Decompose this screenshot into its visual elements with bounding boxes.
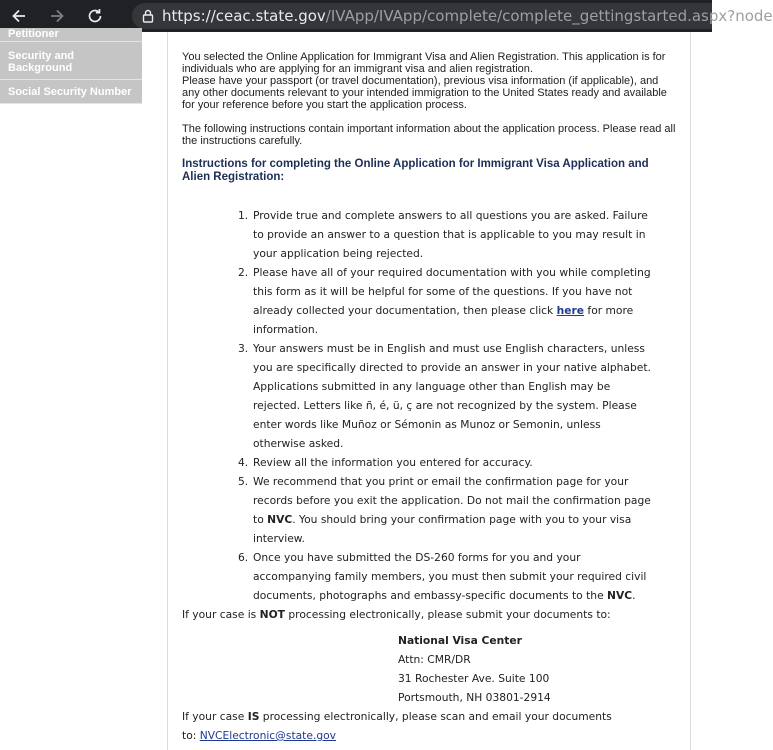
item-text: Please have all of your required documentation with you while completing this form as it will be helpful for some of the questions. If you have not already collected your documentation, then please click [253,266,651,317]
sidebar-item-label: Petitioner [8,28,59,40]
address-attn: Attn: CMR/DR [398,653,471,666]
documentation-link[interactable]: here [556,304,585,317]
instructions-note: The following instructions contain important information about the application process. Please read all the instructions carefully. [182,123,676,147]
sidebar-item-petitioner[interactable] [0,28,142,42]
item-text: Review all the information you entered for accuracy. [253,456,533,469]
nvc-bold: NVC [267,513,293,526]
main-content [167,32,691,750]
item-text: . [632,589,636,602]
item-text: We recommend that you print or email the confirmation page for your records before you exit the application. Do not mail the confirmation page to [253,475,651,526]
item-text: Your answers must be in English and must use English characters, unless you are specifically directed to provide an answer in your native alphabet. Applications submitted in any language other than English may be rejected. Letters like ñ, é, ü, ç are not recognized by the system. Please enter words like Muñoz or Sémonin as Munoz or Semonin, unless otherwise asked. [253,342,651,450]
intro-text-passport: Please have your passport (or travel documentation), previous visa information (if applicable), and any other documents relevant to your intended immigration to the United States ready and available for your reference before you start the application process. [182,75,667,111]
not-electronic-note: If your case is NOT processing electronically, please submit your documents to: [182,608,611,621]
list-item: 5. We recommend that you print or email the confirmation page for your records before you exit the application. Do not mail the confirmation page to NVC. You should bring your confirmation page with you to your visa interview. [238,475,651,545]
lock-icon [142,9,154,23]
item-text: Provide true and complete answers to all questions you are asked. Failure to provide an answer to a question that is applicable to you may result in your application being rejected. [253,209,648,260]
sidebar-item-social-security-number[interactable] [0,80,142,104]
sidebar [0,28,142,104]
list-item: 4. Review all the information you entered for accuracy. [238,456,533,469]
sidebar-item-security-background[interactable] [0,42,142,80]
electronic-note: If your case IS processing electronically, please scan and email your documents to: NVCElectronic@state.gov [182,710,612,742]
list-item: 2. Please have all of your required documentation with you while completing this form as it will be helpful for some of the questions. If you have not already collected your documentation, then please click here for more information. [238,266,651,336]
mailing-address [398,631,676,707]
address-city: Portsmouth, NH 03801-2914 [398,691,551,704]
list-item: 1. Provide true and complete answers to all questions you are asked. Failure to provide an answer to a question that is applicable to you may result in your application being rejected. [238,209,648,260]
sidebar-item-label: Social Security Number [8,86,132,98]
item-text: Once you have submitted the DS-260 forms for you and your accompanying family members, you must then submit your required civil documents, photographs and embassy-specific documents to the [253,551,647,602]
back-arrow-icon [10,7,28,25]
address-street: 31 Rochester Ave. Suite 100 [398,672,550,685]
instructions-list [238,206,656,605]
intro-text: You selected the Online Application for Immigrant Visa and Alien Registration. This application is for individuals who are applying for an immigrant visa and alien registration. [182,51,666,75]
item-text: . You should bring your confirmation page with you to your visa interview. [253,513,632,545]
reload-icon [86,7,104,25]
address-bar[interactable] [132,3,773,29]
url-host: https://ceac.state.gov [162,7,326,25]
url-text [162,7,773,25]
list-item: 6. Once you have submitted the DS-260 forms for you and your accompanying family members, you must then submit your required civil documents, photographs and embassy-specific documents to the NVC. [238,551,647,602]
list-item: 3. Your answers must be in English and must use English characters, unless you are specifically directed to provide an answer in your native alphabet. Applications submitted in any language other than English may be rejected. Letters like ñ, é, ü, ç are not recognized by the system. Please enter words like Muñoz or Sémonin as Munoz or Semonin, unless otherwise asked. [238,342,651,450]
sidebar-item-label: Security and Background [8,50,75,74]
item-text: for more information. [253,304,634,336]
address-name: National Visa Center [398,634,522,647]
email-link[interactable]: NVCElectronic@state.gov [199,729,336,742]
forward-arrow-icon [48,7,66,25]
nvc-bold: NVC [607,589,633,602]
url-path: /IVApp/IVApp/complete/complete_gettingstarted.aspx?node [325,7,773,25]
instructions-heading: Instructions for completing the Online Application for Immigrant Visa Application and Alien Registration: [182,158,649,183]
